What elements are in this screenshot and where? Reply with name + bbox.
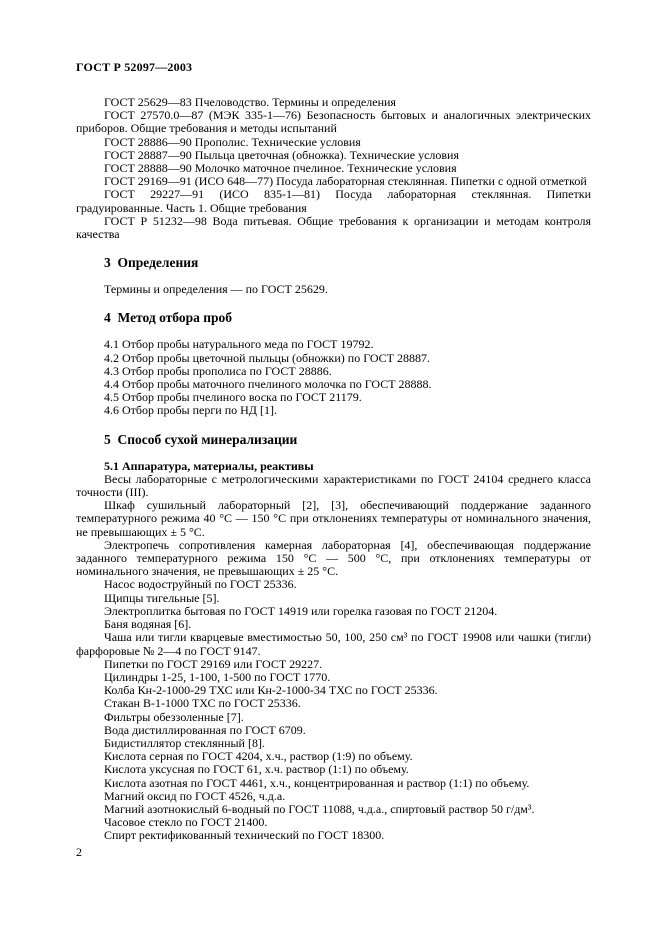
paragraph: Электропечь сопротивления камерная лабораторная [4], обеспечивающая поддержание заданного температурного режима 150 °С — 500 °С, при отклонениях температуры от номинального значения, не превышающих ± 25 °С.: [76, 537, 591, 579]
paragraph: Шкаф сушильный лабораторный [2], [3], обеспечивающий поддержание заданного температурного режима 40 °С — 150 °С при отклонениях температуры от номинального значения, не превышающих ± 5 °С.: [76, 498, 591, 539]
paragraph: 4.5 Отбор пробы пчелиного воска по ГОСТ 21179.: [104, 390, 362, 405]
paragraph: 4.6 Отбор пробы перги по НД [1].: [104, 403, 277, 418]
document-header: ГОСТ Р 52097—2003: [76, 60, 193, 74]
paragraph: Цилиндры 1-25, 1-100, 1-500 по ГОСТ 1770.: [104, 669, 331, 684]
paragraph: Фильтры обеззоленные [7].: [104, 709, 244, 724]
paragraph: Магний оксид по ГОСТ 4526, ч.д.а.: [104, 788, 286, 803]
paragraph: Магний азотнокислый 6-водный по ГОСТ 11088, ч.д.а., спиртовый раствор 50 г/дм³.: [104, 801, 535, 816]
paragraph: ГОСТ Р 51232—98 Вода питьевая. Общие требования к организации и методам контроля качества: [76, 213, 591, 242]
paragraph: Бидистиллятор стеклянный [8].: [104, 735, 265, 750]
paragraph: Весы лабораторные с метрологическими характеристиками по ГОСТ 24104 среднего класса точности (III).: [76, 471, 591, 500]
paragraph: ГОСТ 28888—90 Молочко маточное пчелиное. Технические условия: [104, 161, 457, 176]
section-heading: 4 Метод отбора проб: [104, 310, 233, 326]
paragraph: Кислота серная по ГОСТ 4204, х.ч., раствор (1:9) по объему.: [104, 749, 413, 764]
section-heading: 3 Определения: [104, 255, 199, 271]
paragraph: ГОСТ 25629—83 Пчеловодство. Термины и определения: [104, 95, 396, 109]
paragraph: Электроплитка бытовая по ГОСТ 14919 или горелка газовая по ГОСТ 21204.: [104, 603, 498, 618]
paragraph: Часовое стекло по ГОСТ 21400.: [104, 815, 268, 830]
paragraph: Баня водяная [6].: [104, 617, 192, 632]
paragraph: Колба Кн-2-1000-29 ТХС или Кн-2-1000-34 ТХС по ГОСТ 25336.: [104, 683, 438, 698]
paragraph: Термины и определения — по ГОСТ 25629.: [104, 282, 328, 297]
paragraph: ГОСТ 28886—90 Прополис. Технические условия: [104, 134, 361, 149]
document-content: [76, 60, 591, 843]
paragraph: 4.2 Отбор пробы цветочной пыльцы (обножки) по ГОСТ 28887.: [104, 350, 431, 365]
paragraph: 4.1 Отбор пробы натурального меда по ГОСТ 19792.: [104, 337, 374, 352]
paragraph: Чаша или тигли кварцевые вместимостью 50, 100, 250 см³ по ГОСТ 19908 или чашки (тигли) фарфоровые № 2—4 по ГОСТ 9147.: [76, 630, 591, 658]
paragraph: 4.3 Отбор пробы прополиса по ГОСТ 28886.: [104, 363, 332, 378]
paragraph: Стакан В-1-1000 ТХС по ГОСТ 25336.: [104, 696, 301, 711]
section-heading: 5 Способ сухой минерализации: [104, 431, 298, 447]
paragraph: Насос водоструйный по ГОСТ 25336.: [104, 577, 297, 592]
paragraph: Вода дистиллированная по ГОСТ 6709.: [104, 722, 306, 737]
paragraph: ГОСТ 29169—91 (ИСО 648—77) Посуда лабораторная стеклянная. Пипетки с одной отметкой: [104, 174, 587, 189]
paragraph: Кислота уксусная по ГОСТ 61, х.ч. раствор (1:1) по объему.: [104, 762, 409, 777]
paragraph: 4.4 Отбор пробы маточного пчелиного молочка по ГОСТ 28888.: [104, 377, 432, 392]
paragraph: Щипцы тигельные [5].: [104, 590, 220, 605]
document-body: [76, 96, 591, 843]
page-number: 2: [76, 845, 82, 859]
paragraph: ГОСТ 28887—90 Пыльца цветочная (обножка). Технические условия: [104, 147, 460, 162]
paragraph: Пипетки по ГОСТ 29169 или ГОСТ 29227.: [104, 656, 323, 671]
paragraph: ГОСТ 27570.0—87 (МЭК 335-1—76) Безопасность бытовых и аналогичных электрических приборов. Общие требования и методы испытаний: [76, 108, 591, 136]
paragraph: Кислота азотная по ГОСТ 4461, х.ч., концентрированная и раствор (1:1) по объему.: [104, 775, 530, 790]
section-heading: 5.1 Аппаратура, материалы, реактивы: [104, 458, 314, 473]
paragraph: Спирт ректификованный технический по ГОСТ 18300.: [104, 828, 385, 843]
paragraph: ГОСТ 29227—91 (ИСО 835-1—81) Посуда лабораторная стеклянная. Пипетки градуированные. Часть 1. Общие требования: [76, 187, 591, 215]
